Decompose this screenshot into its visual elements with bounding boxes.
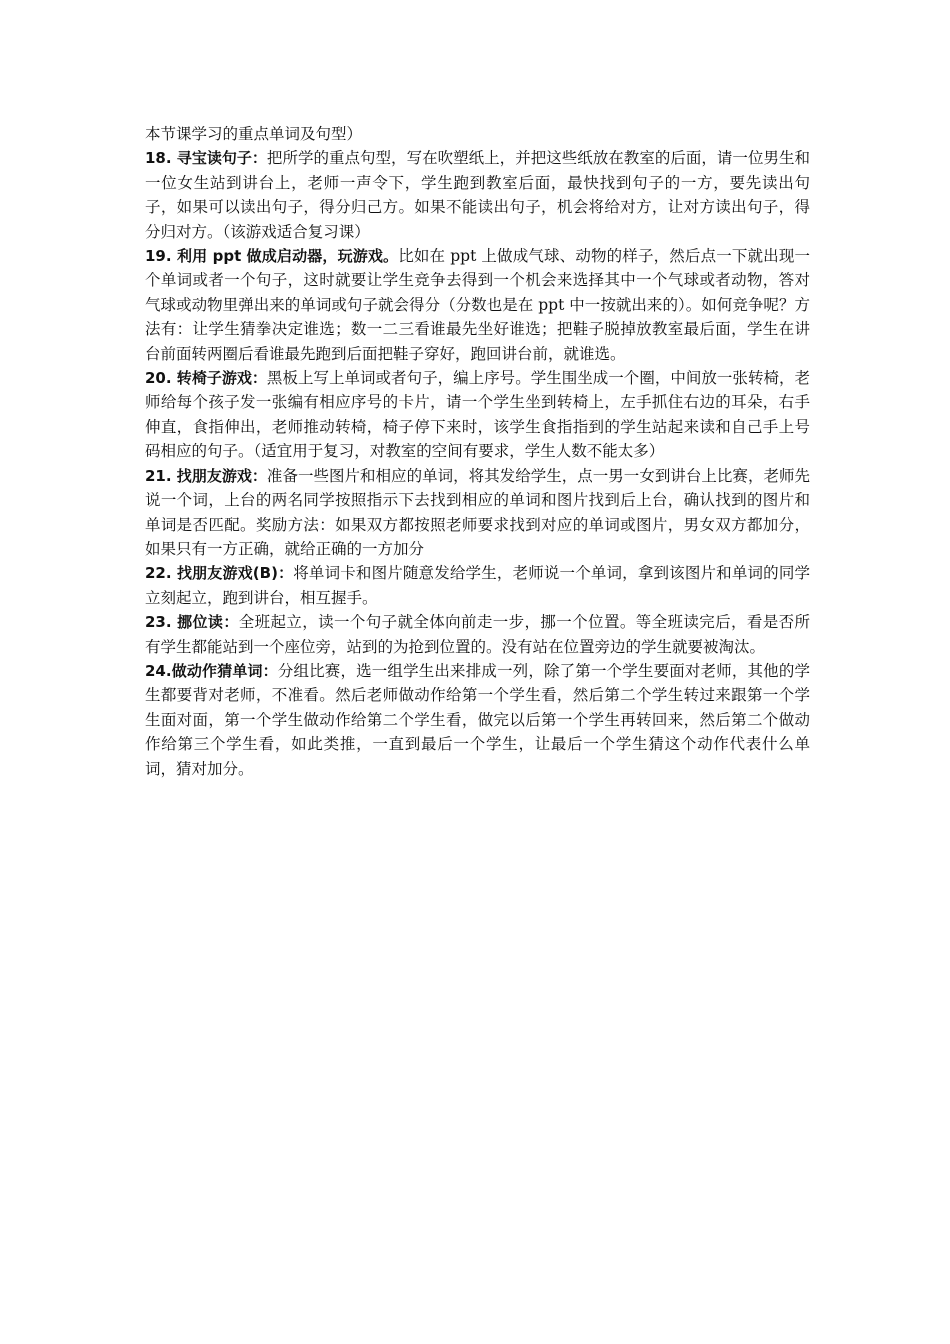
item-heading: 21. 找朋友游戏：	[145, 466, 267, 485]
item-22	[145, 561, 810, 610]
item-24	[145, 659, 810, 781]
item-body: 比如在 ppt 上做成气球、动物的样子，然后点一下就出现一个单词或者一个句子，这时就要让学生竞争去得到一个机会来选择其中一个气球或者动物，答对气球或动物里弹出来的单词或句子就会得分（分数也是在 ppt 中一按就出来的）。如何竞争呢？方法有：让学生猜拳决定谁选；数一二三看谁最先坐好谁选；把鞋子脱掉放教室最后面，学生在讲台前面转两圈后看谁最先跑到后面把鞋子穿好，跑回讲台前，就谁选。	[145, 247, 810, 363]
document-body	[145, 122, 810, 781]
item-heading: 18. 寻宝读句子：	[145, 149, 267, 168]
item-heading: 20. 转椅子游戏：	[145, 369, 267, 388]
intro-paragraph: 本节课学习的重点单词及句型）	[145, 125, 363, 143]
item-body: 把所学的重点句型，写在吹塑纸上，并把这些纸放在教室的后面，请一位男生和一位女生站到讲台上，老师一声令下，学生跑到教室后面，最快找到句子的一方，要先读出句子，如果可以读出句子，得分归己方。如果不能读出句子，机会将给对方，让对方读出句子，得分归对方。（该游戏适合复习课）	[145, 149, 810, 241]
item-body: 黑板上写上单词或者句子，编上序号。学生围坐成一个圈，中间放一张转椅，老师给每个孩子发一张编有相应序号的卡片，请一个学生坐到转椅上，左手抓住右边的耳朵，右手伸直，食指伸出，老师推动转椅，椅子停下来时，该学生食指指到的学生站起来读和自己手上号码相应的句子。（适宜用于复习，对教室的空间有要求，学生人数不能太多）	[145, 369, 810, 461]
item-heading: 24.做动作猜单词：	[145, 661, 278, 680]
item-heading: 22. 找朋友游戏(B)：	[145, 564, 294, 583]
item-body: 准备一些图片和相应的单词，将其发给学生，点一男一女到讲台上比赛，老师先说一个词，上台的两名同学按照指示下去找到相应的单词和图片找到后上台，确认找到的图片和单词是否匹配。奖励方法：如果双方都按照老师要求找到对应的单词或图片，男女双方都加分，如果只有一方正确，就给正确的一方加分	[145, 466, 810, 558]
item-body: 分组比赛，选一组学生出来排成一列，除了第一个学生要面对老师，其他的学生都要背对老师，不准看。然后老师做动作给第一个学生看，然后第二个学生转过来跟第一个学生面对面，第一个学生做动作给第二个学生看，做完以后第一个学生再转回来，然后第二个做动作给第三个学生看，如此类推，一直到最后一个学生，让最后一个学生猜这个动作代表什么单词，猜对加分。	[145, 661, 810, 778]
item-heading: 19. 利用 ppt 做成启动器，玩游戏。	[145, 247, 399, 266]
item-18	[145, 146, 810, 244]
item-23	[145, 610, 810, 659]
item-body: 将单词卡和图片随意发给学生，老师说一个单词，拿到该图片和单词的同学立刻起立，跑到讲台，相互握手。	[145, 564, 810, 607]
item-body: 全班起立，读一个句子就全体向前走一步，挪一个位置。等全班读完后，看是否所有学生都能站到一个座位旁，站到的为抢到位置的。没有站在位置旁边的学生就要被淘汰。	[145, 613, 810, 656]
item-19	[145, 244, 810, 366]
item-20	[145, 366, 810, 464]
item-heading: 23. 挪位读：	[145, 613, 239, 632]
item-21	[145, 464, 810, 562]
